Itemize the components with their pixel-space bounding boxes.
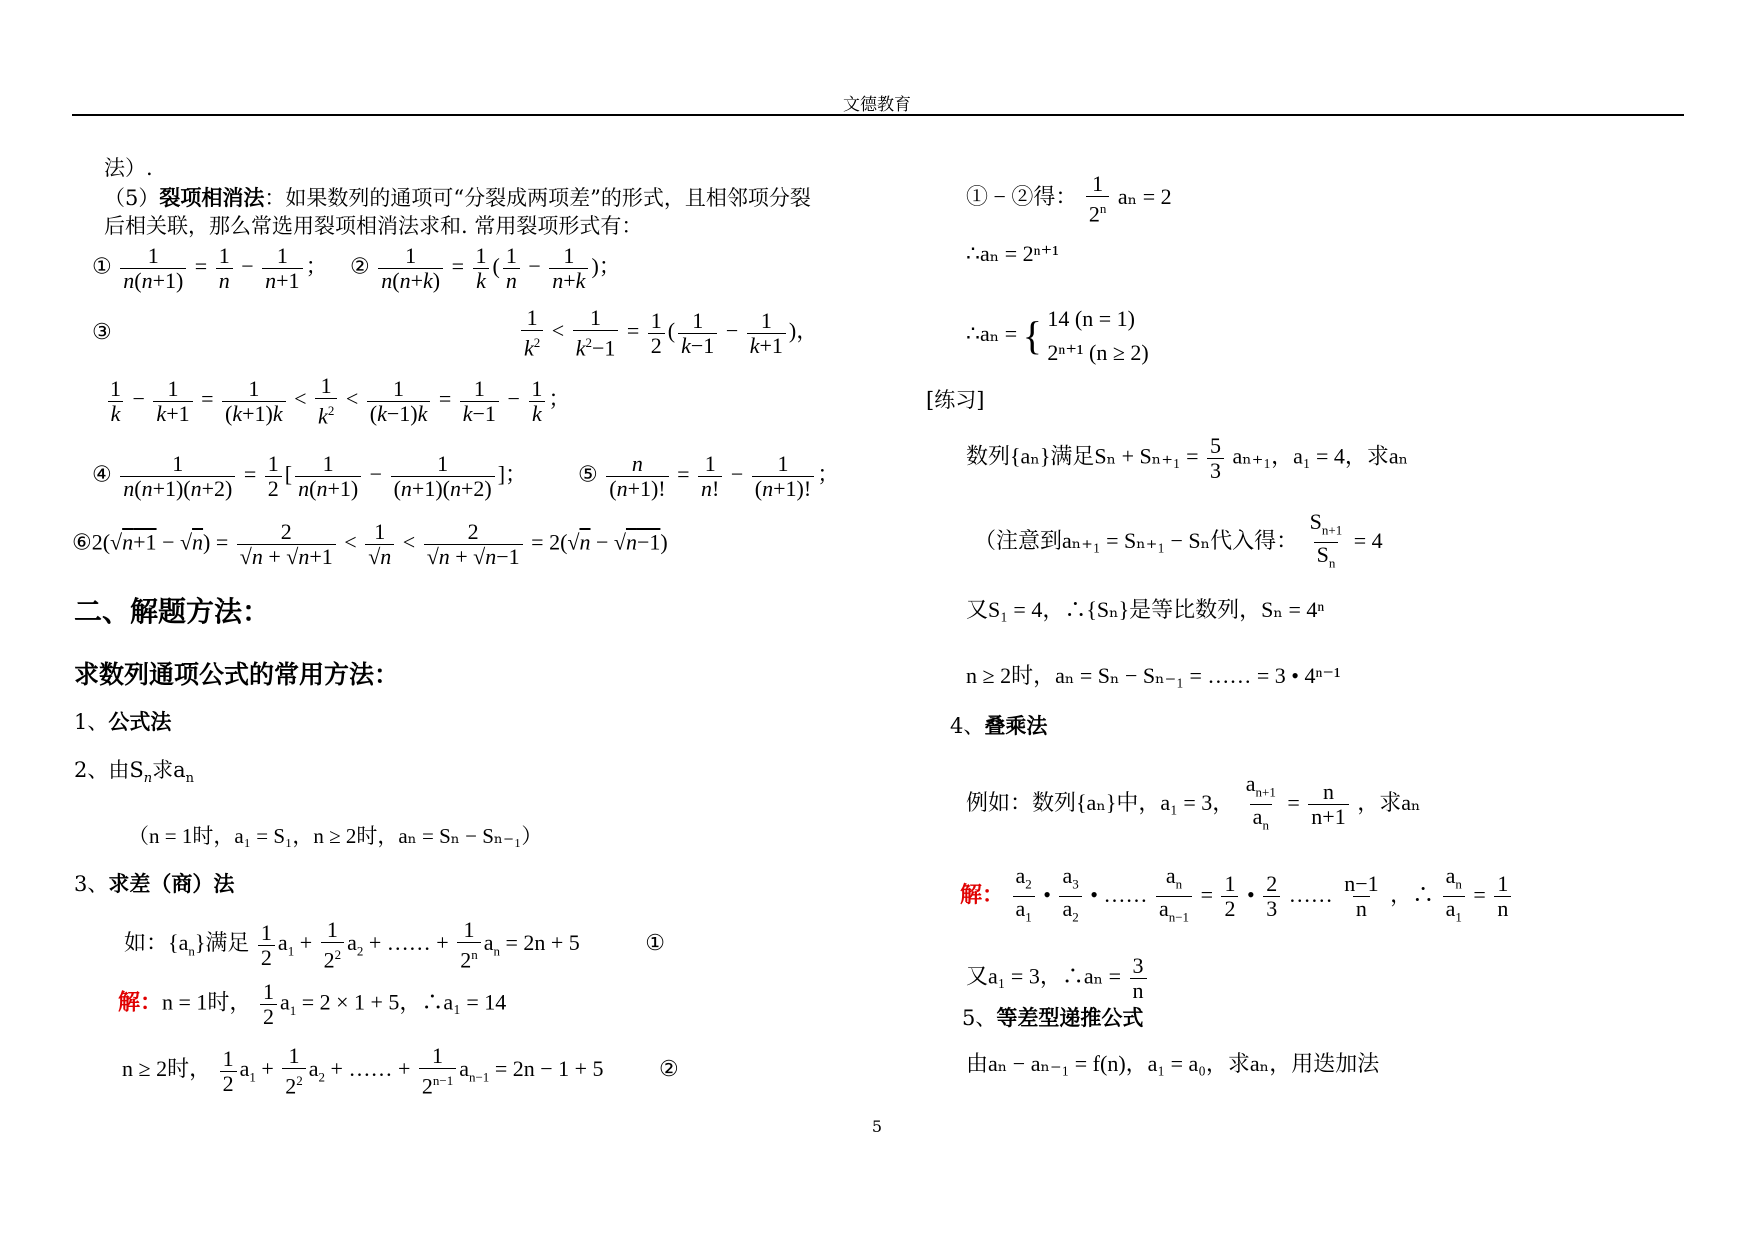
formula-6: ⑥2(√n+1 − √n) = $\frac{2}{√n + √n+1}$ < $\frac{1}{√n}$ < $\frac{2}{√n + √n-1}$ = 2(√n − √n−1) bbox=[72, 519, 668, 569]
frac: $\frac{1}{2}$ bbox=[648, 309, 665, 358]
method-1-num: 1、 bbox=[74, 710, 109, 734]
frac: $\frac{1}{(k+1)k}$ bbox=[222, 377, 286, 426]
frac: $\frac{2}{3}$ bbox=[1263, 872, 1280, 921]
solution-2b: = 2n − 1 + 5 bbox=[494, 1056, 604, 1082]
m4-example-a: 例如：数列{aₙ}中，a₁ = 3， bbox=[966, 789, 1235, 815]
frac: $\frac{1}{k^2-1}$ bbox=[573, 306, 619, 360]
method-4 bbox=[950, 712, 1047, 740]
formula-6-label: ⑥ bbox=[72, 529, 92, 555]
m4-sol-a: • …… bbox=[1090, 881, 1153, 907]
paragraph-5-line1 bbox=[104, 184, 811, 212]
m4-sol-c: ，∴ bbox=[1390, 881, 1435, 907]
frac: $\frac{1}{n+1}$ bbox=[262, 244, 302, 293]
method-4-example: 例如：数列{aₙ}中，a₁ = 3， $\frac{a_{n+1}}{a_n}$ = $\frac{n}{n+1}$ ，求aₙ bbox=[966, 772, 1421, 838]
formula-2: ② $\frac{1}{n(n+k)}$ = $\frac{1}{k}$ ( $\frac{1}{n}$ − $\frac{1}{n+k}$ )； bbox=[350, 243, 621, 293]
frac: $\frac{a_n}{a_1}$ bbox=[1443, 864, 1465, 930]
frac: $\frac{1}{2^2}$ bbox=[321, 918, 345, 972]
frac: $\frac{1}{n!}$ bbox=[698, 452, 722, 501]
frac: $\frac{1}{k^2}$ bbox=[315, 374, 337, 428]
p2-text: （注意到aₙ₊₁ = Sₙ₊₁ − Sₙ代入得： bbox=[974, 527, 1299, 553]
frac: $\frac{1}{k^2}$ bbox=[521, 306, 543, 360]
frac: $\frac{1}{2}$ bbox=[265, 452, 282, 501]
p2-text-b: = 4 bbox=[1353, 527, 1383, 553]
frac: $\frac{1}{n(n+k)}$ bbox=[378, 244, 443, 293]
frac: $\frac{1}{(k-1)k}$ bbox=[367, 377, 431, 426]
frac: $\frac{1}{k}$ bbox=[528, 377, 545, 426]
frac: $\frac{1}{(n+1)!}$ bbox=[752, 452, 814, 501]
method-4-title: 叠乘法 bbox=[984, 713, 1048, 738]
example-prefix: 如： bbox=[124, 930, 169, 956]
frac: $\frac{1}{k}$ bbox=[107, 377, 124, 426]
method-5 bbox=[962, 1004, 1143, 1032]
method-2-title-b: 求a bbox=[152, 758, 186, 782]
formula-1: ① $\frac{1}{n(n+1)}$ = $\frac{1}{n}$ − $\frac{1}{n+1}$ ； bbox=[92, 243, 328, 293]
right-line-3 bbox=[966, 302, 1149, 370]
method-3-num: 3、 bbox=[74, 872, 109, 896]
frac: $\frac{1}{2^{n-1}}$ bbox=[419, 1044, 456, 1098]
frac: $\frac{1}{k}$ bbox=[473, 244, 490, 293]
frac: $\frac{2}{√n + √n+1}$ bbox=[237, 520, 336, 569]
frac: $\frac{1}{k+1}$ bbox=[747, 309, 786, 358]
frac: $\frac{1}{k-1}$ bbox=[460, 377, 499, 426]
frac: $\frac{3}{n}$ bbox=[1130, 954, 1147, 1003]
method-5-title: 等差型递推公式 bbox=[996, 1005, 1144, 1030]
method-4-solution: 解： $\frac{a_2}{a_1}$ • $\frac{a_3}{a_2}$ • …… $\frac{a_n}{a_{n-1}}$ = $\frac{1}{2}$ • $\frac{2}{3}$ …… $\frac{n-1}{n}$ ，∴ $\frac{a_n}{a_1}$ = $\frac{1}{n}$ bbox=[960, 864, 1514, 930]
practice-line-1 bbox=[966, 434, 1408, 483]
formula-4-label: ④ bbox=[92, 461, 112, 487]
m4-example-b: ，求aₙ bbox=[1357, 789, 1421, 815]
p1-text-b: aₙ₊₁，a₁ = 4，求aₙ bbox=[1232, 443, 1409, 469]
frac: $\frac{1}{2^n}$ bbox=[1086, 172, 1110, 226]
methods-title: 求数列通项公式的常用方法： bbox=[74, 660, 400, 689]
method-4-solution-2 bbox=[966, 954, 1150, 1003]
frac: $\frac{1}{√n}$ bbox=[365, 520, 394, 569]
frac: $\frac{S_{n+1}}{S_n}$ bbox=[1307, 510, 1346, 576]
method-5-num: 5、 bbox=[962, 1006, 997, 1030]
frac: $\frac{1}{n(n+1)(n+2)}$ bbox=[120, 452, 235, 501]
practice-line-2 bbox=[974, 510, 1383, 576]
equation-2-mark: ② bbox=[659, 1056, 679, 1082]
m4-solution-label: 解： bbox=[960, 881, 1005, 907]
formula-3: $\frac{1}{k^2}$ < $\frac{1}{k^2-1}$ = $\frac{1}{2}$ ( $\frac{1}{k-1}$ − $\frac{1}{k+1}$ )， bbox=[518, 306, 818, 360]
method-2-sub: n bbox=[185, 771, 195, 787]
solution-label: 解： bbox=[118, 989, 163, 1015]
method-2-num: 2、 bbox=[74, 758, 109, 782]
r3-text: ∴aₙ = bbox=[966, 321, 1018, 347]
practice-line-4: n ≥ 2时，aₙ = Sₙ − Sₙ₋₁ = …… = 3 • 4ⁿ⁻¹ bbox=[966, 663, 1341, 688]
method-1 bbox=[74, 708, 171, 736]
paragraph-5-line2: 后相关联，那么常选用裂项相消法求和. 常用裂项形式有： bbox=[104, 214, 643, 238]
r1-text: ① − ②得： bbox=[966, 184, 1078, 210]
method-2-note: （n = 1时，a₁ = S₁，n ≥ 2时，aₙ = Sₙ − Sₙ₋₁） bbox=[128, 824, 543, 848]
method-3-example: 如：$\{a_n\}$满足 $\frac{1}{2}$ $a_1$ + $\frac{1}{2^2}$ $a_2$ + …… + $\frac{1}{2^n}$ $a_n = 2n + 5$ ① bbox=[124, 917, 666, 973]
cases bbox=[1047, 302, 1148, 370]
page-header: 文德教育 bbox=[843, 95, 911, 115]
case-2: 2ⁿ⁺¹ (n ≥ 2) bbox=[1047, 340, 1149, 365]
r1-expr: aₙ = 2 bbox=[1117, 184, 1172, 210]
p5-term: 裂项相消法 bbox=[159, 185, 265, 210]
method-3-title: 求差（商）法 bbox=[108, 871, 235, 896]
frac: $\frac{1}{2}$ bbox=[1221, 872, 1238, 921]
right-line-1 bbox=[966, 172, 1172, 226]
method-3 bbox=[74, 870, 234, 898]
frac: $\frac{a_2}{a_1}$ bbox=[1013, 864, 1035, 930]
method-1-title: 公式法 bbox=[108, 709, 172, 734]
frac: $\frac{1}{n}$ bbox=[1494, 872, 1511, 921]
frac: $\frac{1}{n(n+1)}$ bbox=[120, 244, 186, 293]
solution-2a: n ≥ 2时， bbox=[122, 1056, 212, 1082]
practice-line-3: 又S₁ = 4，∴{Sₙ}是等比数列，Sₙ = 4ⁿ bbox=[966, 597, 1325, 622]
equation-1-mark: ① bbox=[645, 930, 666, 956]
solution-1b: = 2 × 1 + 5，∴a₁ = 14 bbox=[301, 989, 507, 1015]
method-5-text: 由aₙ − aₙ₋₁ = f(n)，a₁ = a₀，求aₙ，用迭加法 bbox=[966, 1051, 1380, 1076]
method-3-solution-2: n ≥ 2时， $\frac{1}{2}$ $a_1$ + $\frac{1}{2^2}$ $a_2$ + …… + $\frac{1}{2^{n-1}}$ $a_{n-1} = 2n - 1 + 5$ ② bbox=[122, 1043, 679, 1099]
frac: $\frac{2}{√n + √n-1}$ bbox=[424, 520, 523, 569]
section-2-title: 二、解题方法： bbox=[74, 595, 271, 628]
frac: $\frac{1}{k-1}$ bbox=[678, 309, 717, 358]
frac: $\frac{5}{3}$ bbox=[1207, 434, 1224, 483]
formula-3-label: ③ bbox=[92, 319, 112, 344]
frac: $\frac{1}{k+1}$ bbox=[153, 377, 192, 426]
method-4-num: 4、 bbox=[950, 714, 985, 738]
frac: $\frac{1}{n}$ bbox=[216, 244, 233, 293]
formula-5: ⑤ $\frac{n}{(n+1)!}$ = $\frac{1}{n!}$ − $\frac{1}{(n+1)!}$ ； bbox=[578, 451, 840, 501]
solution-1a: n = 1时， bbox=[162, 989, 252, 1015]
frac: $\frac{n-1}{n}$ bbox=[1344, 871, 1379, 922]
p5-prefix: （5） bbox=[104, 186, 160, 210]
frac: $\frac{a_{n+1}}{a_n}$ bbox=[1243, 772, 1279, 838]
formula-2-label: ② bbox=[350, 253, 370, 279]
formula-3b: $\frac{1}{k}$ − $\frac{1}{k+1}$ = $\frac{1}{(k+1)k}$ < $\frac{1}{k^2}$ < $\frac{1}{(k-1)k}$ = $\frac{1}{k-1}$ − $\frac{1}{k}$ ； bbox=[104, 374, 570, 428]
frac: $\frac{1}{n(n+1)}$ bbox=[295, 452, 361, 501]
line-fa: 法）. bbox=[104, 156, 153, 180]
formula-1-label: ① bbox=[92, 253, 112, 279]
formula-5-label: ⑤ bbox=[578, 461, 598, 487]
frac: $\frac{a_3}{a_2}$ bbox=[1059, 864, 1081, 930]
frac: $\frac{n}{n+1}$ bbox=[1308, 780, 1348, 829]
formula-4: ④ $\frac{1}{n(n+1)(n+2)}$ = $\frac{1}{2}$ [ $\frac{1}{n(n+1)}$ − $\frac{1}{(n+1)(n+2)}$ ]； bbox=[92, 451, 528, 501]
frac: $\frac{1}{2}$ bbox=[220, 1047, 237, 1096]
frac: $\frac{1}{n+k}$ bbox=[549, 244, 588, 293]
method-2-title: 由S bbox=[108, 758, 144, 782]
method-2: 2、由$S_n$求$a_n$ bbox=[74, 758, 195, 787]
frac: $\frac{n}{(n+1)!}$ bbox=[606, 452, 668, 501]
frac: $\frac{1}{2}$ bbox=[258, 921, 275, 970]
frac: $\frac{1}{n}$ bbox=[503, 244, 520, 293]
right-line-2: ∴aₙ = 2ⁿ⁺¹ bbox=[966, 241, 1059, 266]
frac: $\frac{1}{2}$ bbox=[260, 980, 277, 1029]
brace-icon: { bbox=[1022, 313, 1042, 358]
frac: $\frac{1}{(n+1)(n+2)}$ bbox=[391, 452, 495, 501]
method-3-solution-1: 解：n = 1时， $\frac{1}{2}$ $a_1 = 2 \times 1 + 5$，∴a₁ = 14 bbox=[118, 979, 507, 1029]
m4-sol-b: = bbox=[1200, 881, 1219, 907]
example-mid: 满足 bbox=[205, 930, 250, 956]
header-rule bbox=[72, 114, 1684, 116]
frac: $\frac{1}{2^n}$ bbox=[457, 918, 481, 972]
practice-label: [练习] bbox=[926, 388, 985, 412]
m4-sol2: 又a₁ = 3，∴aₙ = bbox=[966, 963, 1122, 989]
p5-text1: ：如果数列的通项可“分裂成两项差”的形式，且相邻项分裂 bbox=[264, 186, 811, 210]
case-1: 14 (n = 1) bbox=[1047, 306, 1135, 331]
frac: $\frac{1}{2^2}$ bbox=[282, 1044, 306, 1098]
example-expr: = 2n + 5 bbox=[505, 930, 580, 956]
p1-text: 数列{aₙ}满足Sₙ + Sₙ₊₁ = bbox=[966, 443, 1199, 469]
frac: $\frac{a_n}{a_{n-1}}$ bbox=[1156, 864, 1192, 930]
page-number: 5 bbox=[871, 1117, 883, 1136]
